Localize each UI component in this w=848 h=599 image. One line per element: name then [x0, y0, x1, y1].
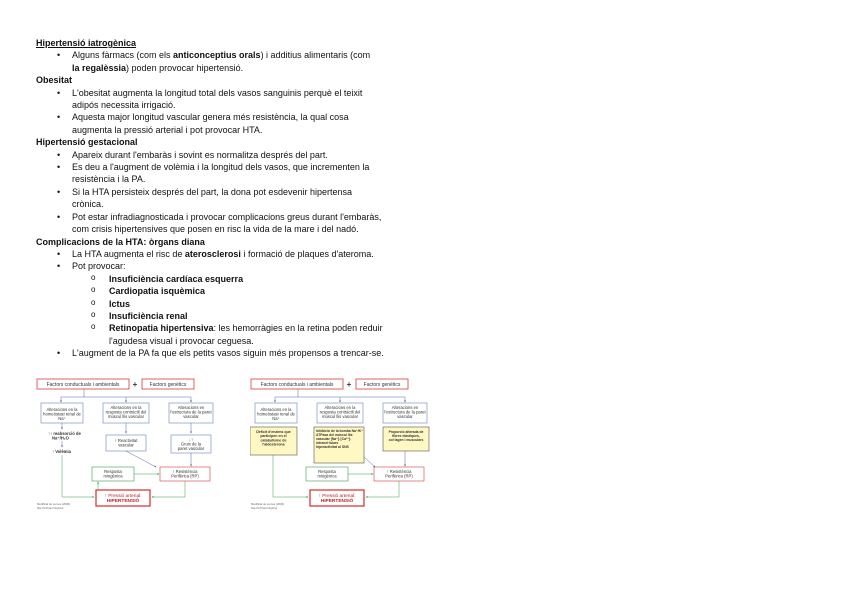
alt-structure-label: Alteracions en l'estructura de la paret vascular — [384, 405, 426, 419]
volemia-label: ↑ Volèmia — [52, 449, 72, 454]
list-item: • Alguns fàrmacs (com els anticonceptius orals) i additius alimentaris (com — [36, 49, 436, 61]
diagram-svg-left — [36, 377, 226, 512]
myogenic-label: Resposta miogènica — [103, 469, 123, 479]
section-heading-complications: Complicacions de la HTA: òrgans diana — [36, 236, 205, 247]
list-item: • Es deu a l'augment de volèmia i la longitud dels vasos, que incrementen la — [36, 161, 436, 173]
list-item: • La HTA augmenta el risc de aterosclerosi i formació de plaques d'ateroma. — [36, 248, 436, 260]
resistance-label: ↑ Resistència Perifèrica (RP) — [385, 469, 413, 479]
reactivity-label: ↑ Reactivitat vascular — [114, 438, 138, 448]
resistance-label: ↑ Resistència Perifèrica (RP) — [171, 469, 199, 479]
plus-sign: + — [132, 380, 138, 389]
list-item-continuation: resistència i la PA. — [72, 174, 146, 185]
section-heading-iatrogenic: Hipertensió iatrogènica — [36, 38, 137, 48]
credit-label-2: Nat Cli Pract Nephrol — [251, 506, 278, 510]
plus-sign: + — [346, 380, 352, 389]
document-body — [36, 37, 436, 360]
list-item: • Aquesta major longitud vascular genera més resistència, la qual cosa — [36, 111, 436, 123]
na-reabsorption: ↑↑ reabsorció de Na⁺/H₂O — [48, 431, 81, 441]
hypertension-flow-diagram-right — [250, 377, 440, 512]
gestational-list — [36, 149, 436, 236]
alt-renal-label: Alteracions en la homeòstasi renal de Na⁺ — [43, 407, 81, 421]
iatrogenic-list — [36, 49, 436, 74]
hypertension-label: ↑ Pressió arterial: HIPERTENSIÓ — [318, 494, 356, 504]
list-item: • Pot estar infradiagnosticada i provocar complicacions greus durant l'embaràs, — [36, 211, 436, 223]
wall-thickness-label: ↓↑ Gruix de la paret vascular — [177, 437, 205, 451]
alt-structure-label: Alteracions en l'estructura de la paret vascular — [170, 405, 212, 419]
fibers-ratio-label: Proporció alterada de fibres elàstiques, col·lagen i musculars — [388, 430, 424, 442]
list-item-continuation: com crisis hipertensives que posen en risc la vida de la mare i del nadó. — [72, 224, 359, 235]
obesity-list — [36, 87, 436, 137]
sub-list-item: o Ictus — [36, 298, 436, 310]
enzyme-deficit-label: Dèficit d'enzims que participen en el catabolisme de l'aldosterona — [256, 430, 291, 447]
list-item-continuation: augmenta la pressió arterial i pot provocar HTA. — [72, 124, 263, 135]
alt-contractile-label: Alteracions en la resposta contràctil del múscul llis vascular — [319, 405, 361, 419]
list-item-continuation: crònica. — [72, 199, 104, 210]
list-item-continuation: la regalèssia) poden provocar hipertensió. — [72, 62, 244, 73]
genetic-factors-label: Factors genètics — [149, 382, 187, 388]
complications-list — [36, 248, 436, 360]
credit-label: Modificat de Lemos (2006) — [251, 502, 285, 506]
hypertension-flow-diagram-left — [36, 377, 226, 512]
list-item: • Si la HTA persisteix després del part, la dona pot esdevenir hipertensa — [36, 186, 436, 198]
credit-label: Modificat de Lemos (2006) — [37, 502, 71, 506]
arrow — [364, 457, 375, 467]
alt-renal-label: Alteracions en la homeòstasi renal de Na⁺ — [257, 407, 295, 421]
env-factors-label: Factors conductuals i ambientals — [46, 382, 120, 388]
sub-list-item: o Cardiopatia isquèmica — [36, 285, 436, 297]
sub-list-item: o Insuficiència renal — [36, 310, 436, 322]
arrow — [126, 451, 156, 467]
sub-list-item-continuation: l'agudesa visual i provocar ceguesa. — [109, 335, 254, 346]
list-item: • Apareix durant l'embaràs i sovint es normalitza després del part. — [36, 149, 436, 161]
section-heading-obesity: Obesitat — [36, 75, 73, 86]
list-item-continuation: adipós necessita irrigació. — [72, 100, 176, 111]
alt-contractile-label: Alteracions en la resposta contràctil del múscul llis vascular — [105, 405, 147, 419]
hypertension-label: ↑ Pressió arterial: HIPERTENSIÓ — [104, 494, 142, 504]
list-item: • L'obesitat augmenta la longitud total dels vasos sanguinis perquè el teixit — [36, 87, 436, 99]
list-item: • Pot provocar: — [36, 260, 436, 272]
myogenic-label: Resposta miogènica — [317, 469, 337, 479]
sub-list-item: o Insuficiència cardíaca esquerra — [36, 273, 436, 285]
diagram-svg-right — [250, 377, 440, 512]
pump-inhibition-label: Inhibició de la bomba Na⁺/K⁺ ATPasa del múscul llis vascular [Na⁺]ᵢ [Ca²⁺]ᵢ intracel·lulars hiperactivitat al SNS — [316, 429, 363, 449]
section-heading-gestational: Hipertensió gestacional — [36, 137, 138, 148]
sub-list-item: o Retinopatia hipertensiva: les hemorràgies en la retina poden reduir — [36, 322, 436, 334]
list-item: • L'augment de la PA fa que els petits vasos siguin més propensos a trencar-se. — [36, 347, 436, 359]
credit-label-2: Nat Cli Pract Nephrol — [37, 506, 64, 510]
genetic-factors-label: Factors genètics — [363, 382, 401, 388]
env-factors-label: Factors conductuals i ambientals — [260, 382, 334, 388]
